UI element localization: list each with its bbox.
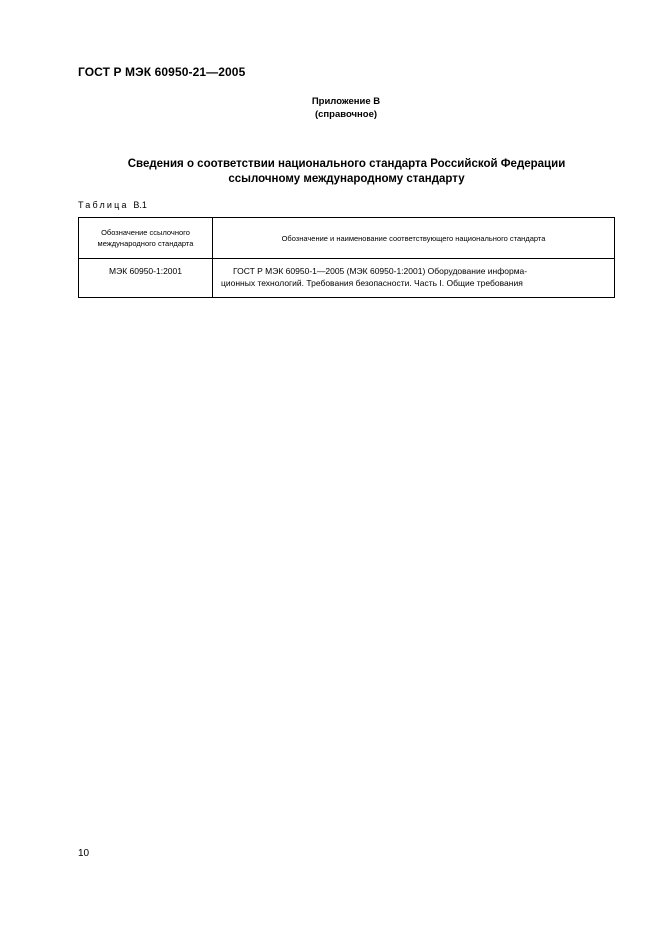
section-title bbox=[78, 157, 615, 187]
header-col1-line-2: международного стандарта bbox=[97, 239, 194, 248]
table-header-row bbox=[79, 218, 615, 259]
section-title-line-2: ссылочному международному стандарту bbox=[228, 173, 465, 185]
national-standard-line-1: ГОСТ Р МЭК 60950-1—2005 (МЭК 60950-1:2001) Оборудование информа- bbox=[233, 266, 528, 276]
national-standard-line-2: ционных технологий. Требования безопасности. Часть I. Общие требования bbox=[221, 278, 523, 288]
table-caption-number: В.1 bbox=[133, 200, 147, 210]
cell-national-standard bbox=[213, 259, 615, 298]
table-row bbox=[79, 259, 615, 298]
table-caption-word: Таблица bbox=[78, 200, 129, 210]
table-caption bbox=[78, 200, 147, 210]
document-code: ГОСТ Р МЭК 60950-21—2005 bbox=[78, 65, 246, 79]
section-title-line-1: Сведения о соответствии национального стандарта Российской Федерации bbox=[127, 158, 566, 170]
header-national-standard: Обозначение и наименование соответствующего национального стандарта bbox=[213, 218, 615, 259]
page-number: 10 bbox=[78, 848, 90, 859]
header-col1-line-1: Обозначение ссылочного bbox=[101, 228, 190, 237]
appendix-type: (справочное) bbox=[314, 109, 378, 120]
appendix-name: Приложение В bbox=[311, 96, 381, 107]
appendix-heading bbox=[0, 95, 661, 121]
reference-table bbox=[78, 217, 615, 298]
header-reference-standard bbox=[79, 218, 213, 259]
cell-reference-standard: МЭК 60950-1:2001 bbox=[79, 259, 213, 298]
